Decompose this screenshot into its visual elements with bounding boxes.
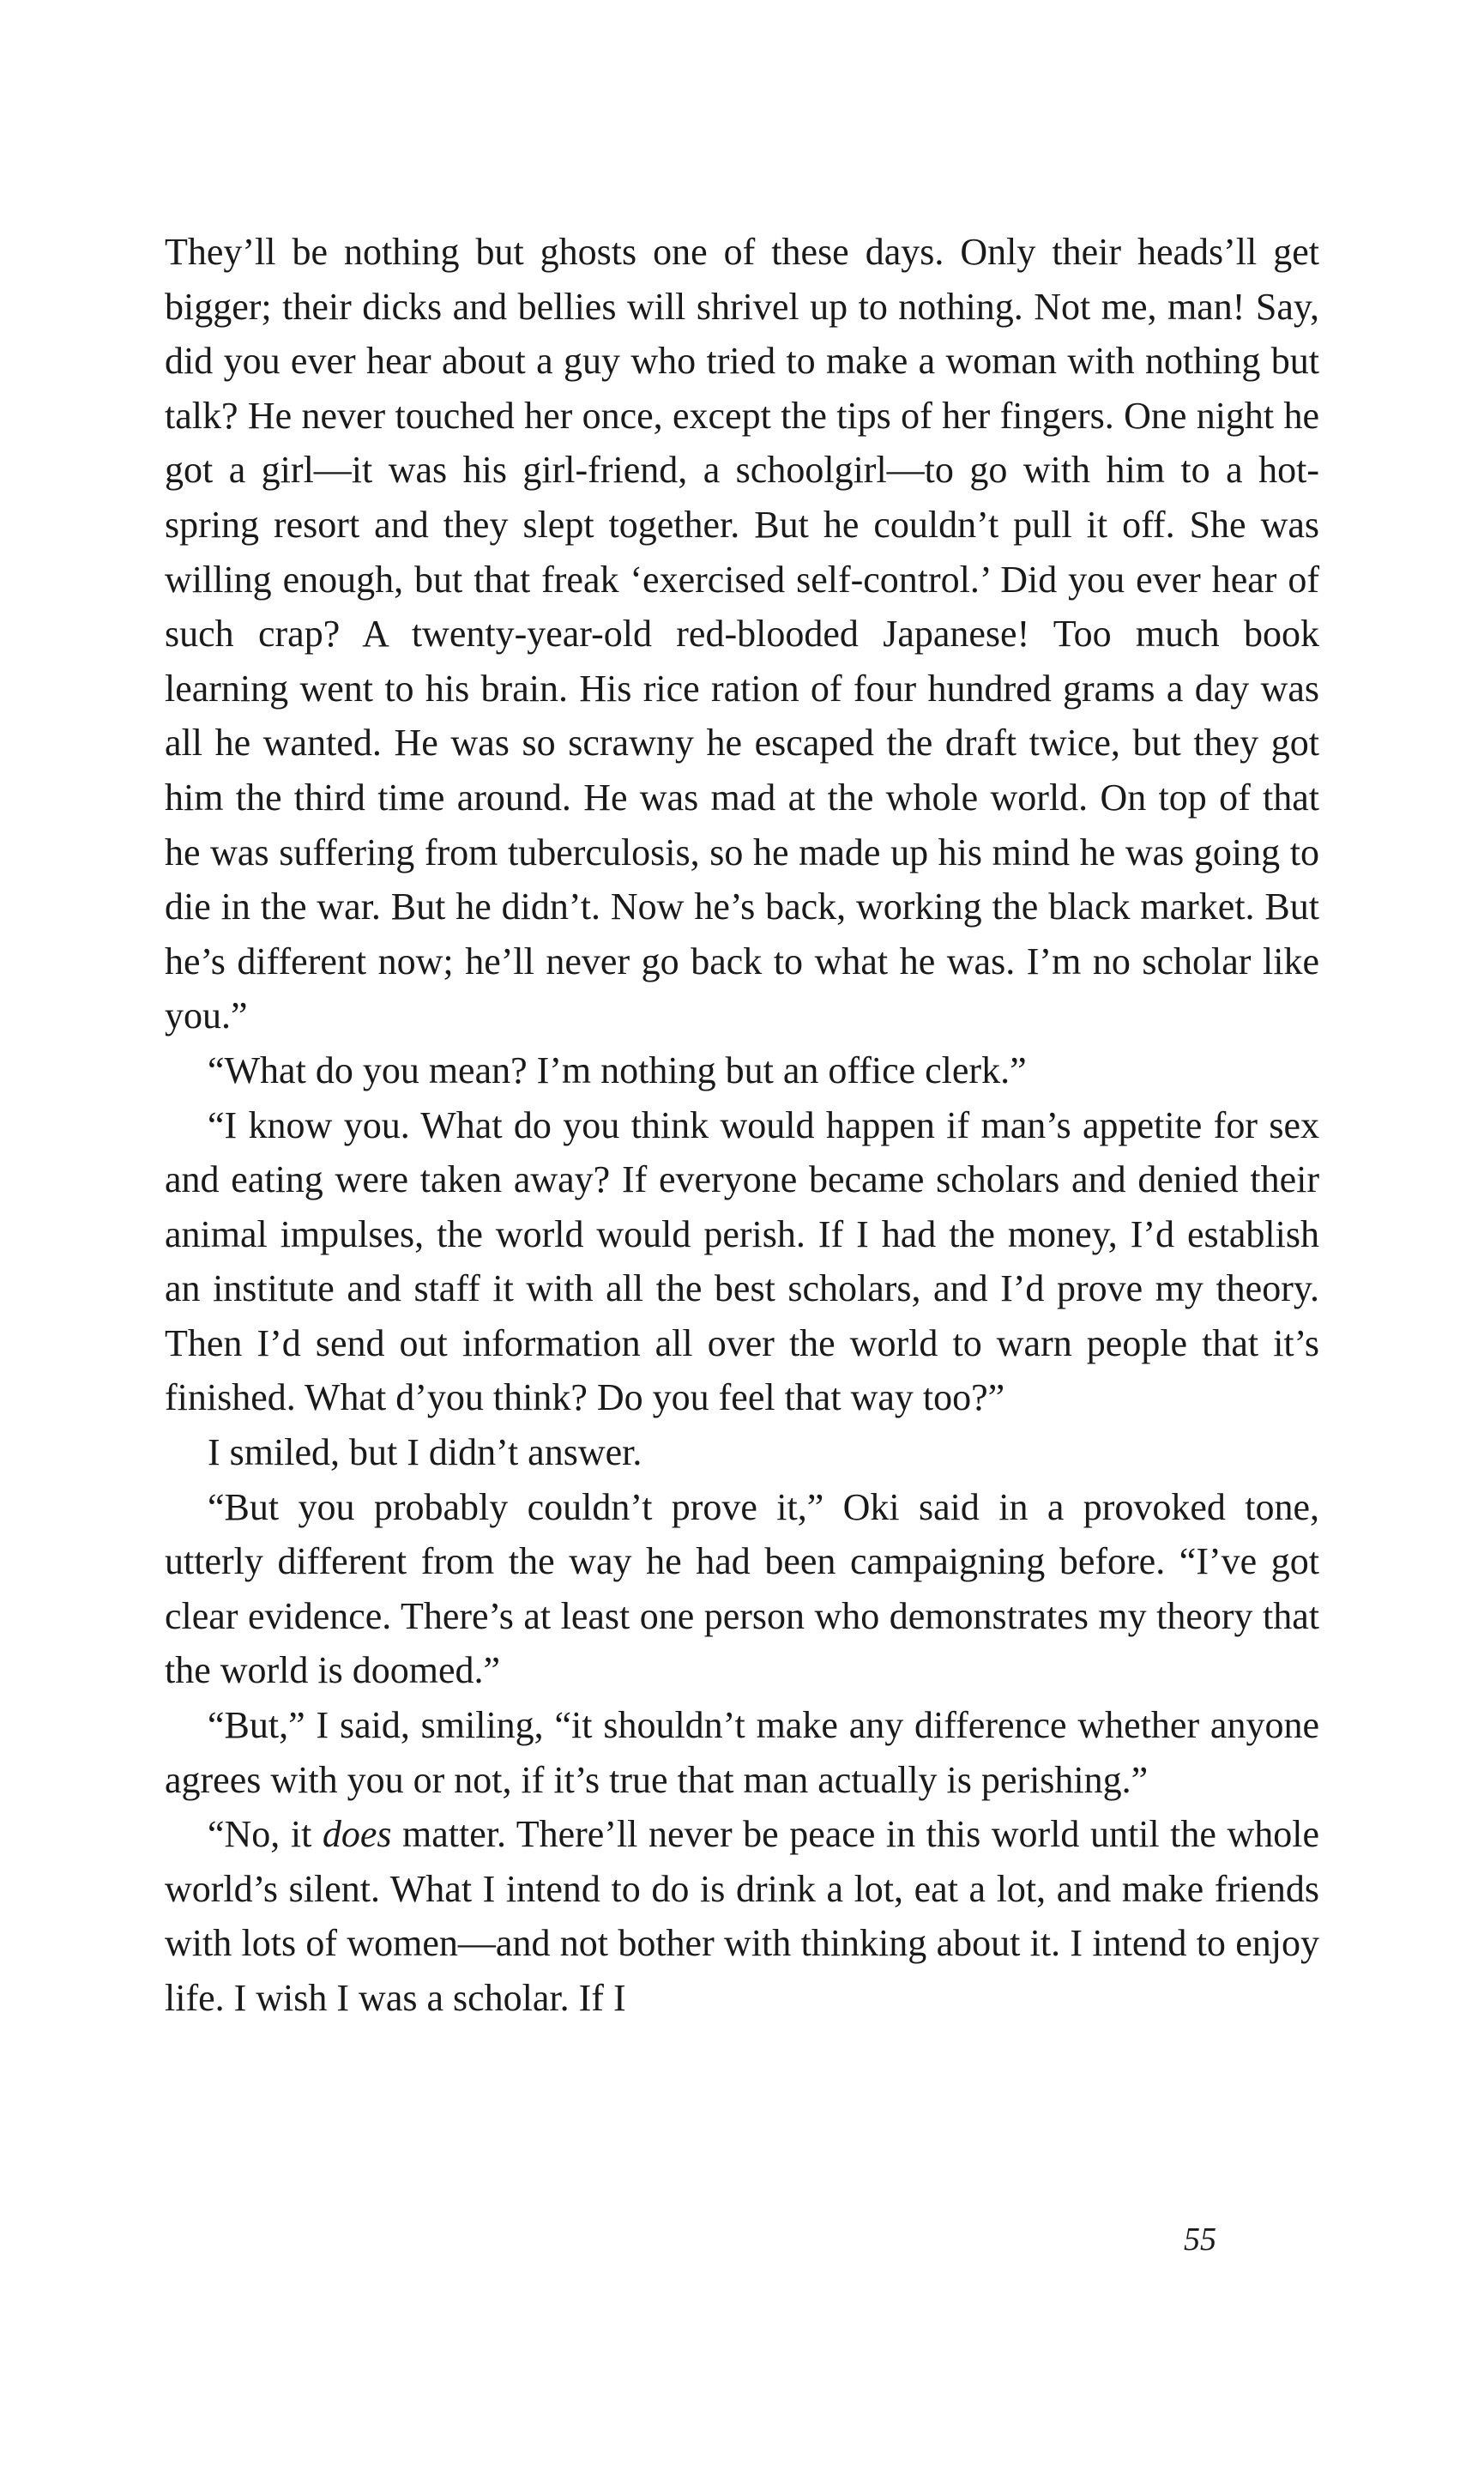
paragraph-7	[165, 1807, 1319, 2025]
paragraph-7-before: “No, it	[208, 1813, 323, 1856]
paragraph-4: I smiled, but I didn’t answer.	[208, 1431, 642, 1474]
paragraph-5: “But you probably couldn’t prove it,” Oki said in a provoked tone, utterly different from the way he had been campaigning before. “I’ve got clear evidence. There’s at least one person who demonstrates my theory that the world is doomed.”	[165, 1485, 1319, 1692]
page-number: 55	[1184, 2221, 1216, 2257]
paragraph-7-after: matter. There’ll never be peace in this world until the whole world’s silent. What I intend to do is drink a lot, eat a lot, and make friends with lots of women—and not bother with thinking about it. I intend to enjoy life. I wish I was a scholar. If I	[165, 1813, 1319, 2019]
paragraph-7-emphasis: does	[322, 1813, 392, 1856]
paragraph-3: “I know you. What do you think would happen if man’s appetite for sex and eating were taken away? If everyone became scholars and denied their animal impulses, the world would perish. If I had the money, I’d establish an institute and staff it with all the best scholars, and I’d prove my theory. Then I’d send out information all over the world to warn people that it’s finished. What d’you think? Do you feel that way too?”	[165, 1103, 1319, 1419]
paragraph-2: “What do you mean? I’m nothing but an office clerk.”	[208, 1049, 1027, 1091]
body-text	[165, 225, 1319, 2026]
paragraph-6: “But,” I said, smiling, “it shouldn’t make any difference whether anyone agrees with you or not, if it’s true that man actually is perishing.”	[165, 1704, 1319, 1801]
paragraph-1: They’ll be nothing but ghosts one of these days. Only their heads’ll get bigger; their dicks and bellies will shrivel up to nothing. Not me, man! Say, did you ever hear about a guy who tried to make a woman with nothing but talk? He never touched her once, except the tips of her fingers. One night he got a girl—it was his girl-friend, a schoolgirl—to go with him to a hot-spring resort and they slept together. But he couldn’t pull it off. She was willing enough, but that freak ‘exercised self-control.’ Did you ever hear of such crap? A twenty-year-old red-blooded Japanese! Too much book learning went to his brain. His rice ration of four hundred grams a day was all he wanted. He was so scrawny he escaped the draft twice, but they got him the third time around. He was mad at the whole world. On top of that he was suffering from tuberculosis, so he made up his mind he was going to die in the war. But he didn’t. Now he’s back, working the black market. But he’s different now; he’ll never go back to what he was. I’m no scholar like you.”	[165, 231, 1319, 1037]
